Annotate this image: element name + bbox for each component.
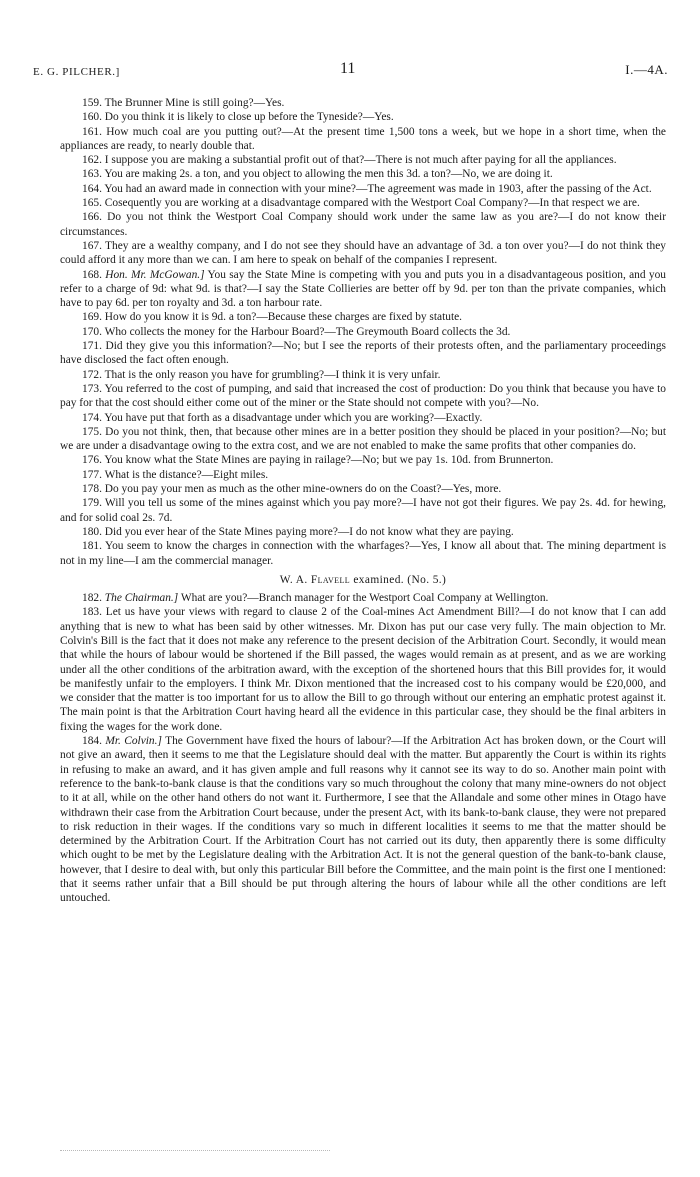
paragraph-175: 175. Do you not think, then, that because other mines are in a better position they should be placed in your position?—No; but we are under a disadvantage owing to the extra cost, and we are not enabled to make the same profits that other companies do. [60, 425, 666, 453]
paragraph-168 [60, 268, 666, 311]
paragraph-162: 162. I suppose you are making a substantial profit out of that?—There is not much after paying for all the appliances. [82, 154, 617, 167]
paragraph-178: 178. Do you pay your men as much as the other mine-owners do on the Coast?—Yes, more. [82, 483, 502, 496]
question-number: 168. [82, 268, 102, 281]
paragraph-171: 171. Did they give you this information?—No; but I see the reports of their protests often, and the parliamentary proceedings have disclosed the fact often enough. [60, 340, 666, 367]
paragraph-161: 161. How much coal are you putting out?—At the present time 1,500 tons a week, but we hope in a short time, when the appliances are ready, to nearly double that. [60, 125, 666, 152]
paragraph-170: 170. Who collects the money for the Harbour Board?—The Greymouth Board collects the 3d. [82, 325, 511, 338]
paragraph-184 [60, 734, 666, 906]
paragraph-163: 163. You are making 2s. a ton, and you object to allowing the men this 3d. a ton?—No, we are doing it. [82, 168, 553, 181]
question-number: 182. [82, 592, 102, 605]
paragraph-169: 169. How do you know it is 9d. a ton?—Because these charges are fixed by statute. [82, 311, 463, 324]
speaker-name: Hon. Mr. McGowan.] [105, 268, 205, 281]
paragraph-176: 176. You know what the State Mines are paying in railage?—No; but we pay 1s. 10d. from Brunnerton. [82, 454, 554, 467]
header-witness-name: E. G. PILCHER.] [33, 66, 120, 78]
paragraph-180: 180. Did you ever hear of the State Mines paying more?—I do not know what they are paying. [82, 525, 514, 538]
evidence-body [60, 96, 666, 906]
paragraph-181: 181. You seem to know the charges in connection with the wharfages?—Yes, I know all about that. The mining department is not in my line—I am the commercial manager. [60, 540, 666, 567]
paragraph-172: 172. That is the only reason you have for grumbling?—I think it is very unfair. [82, 368, 441, 381]
paragraph-text: The Government have fixed the hours of labour?—If the Arbitration Act has broken down, or the Court will not give an award, then it seems to me that the Legislature should deal with the matter. But apparently the Court is within its rights in refusing to make an award, and it has given ample and full reasons why it cannot see its way to do so. Another main point with reference to the bank-to-bank clause is that the conditions vary so much throughout the colony that many mine-owners do not object to it at all, while on the other hand others do not want it. Furthermore, I see that the Allandale and some other mines in Otago have withdrawn their case from the Arbitration Court because, under the present Act, with its bank-to-bank clause, they were not prepared to risk reduction in their wages. If the conditions vary so much in different localities it seems to me that the matter should be determined by the Arbitration Court. If the Arbitration Court has not carried out its duty, then apparently there is some difficulty which ought to be met by the Legislature dealing with the Arbitration Act. It is not the general question of the bank-to-bank clause, however, that I desire to deal with, but only this particular Bill before the Committee, and the main point is the first one I mentioned: that it seems rather unfair that a Bill should be put through altering the hours of labour while all the other conditions are left untouched. [60, 735, 666, 905]
paragraph-160: 160. Do you think it is likely to close up before the Tyneside?—Yes. [82, 111, 394, 124]
speaker-name: Mr. Colvin.] [105, 735, 162, 748]
paragraph-text: What are you?—Branch manager for the Westport Coal Company at Wellington. [180, 592, 549, 605]
paragraph-166: 166. Do you not think the Westport Coal Company should work under the same law as you are?—I do not know their circumstances. [60, 211, 666, 238]
paragraph-173: 173. You referred to the cost of pumping, and said that increased the cost of production: Do you think that because you have to pay for that the cost should either come out of the miner or the State should not compete with you?—No. [60, 382, 666, 410]
paragraph-177: 177. What is the distance?—Eight miles. [82, 468, 269, 481]
header-paper-ref: I.—4A. [625, 62, 668, 77]
paragraph-182 [60, 591, 666, 605]
paragraph-text: You say the State Mine is competing with you and puts you in a disadvantageous position, and you refer to a charge of 9d: what 9d. is that?—I say the State Collieries are better off by 9d. per ton than the private companies, which have to pay 6d. per ton royalty and 3d. a ton harbour rate. [60, 268, 666, 310]
paragraph-164: 164. You had an award made in connection with your mine?—The agreement was made in 1903, after the passing of the Act. [82, 182, 652, 195]
paragraph-183: 183. Let us have your views with regard to clause 2 of the Coal-mines Act Amendment Bill?—I do not know that I can add anything that is new to what has been said by other witnesses. Mr. Dixon has put our case very fully. The main objection to Mr. Colvin's Bill is the fact that it does not make any reference to the present decision of the Arbitration Court. Secondly, it would mean that while the hours of labour would be shortened if the Bill passed, the wages would remain as at present, and as we are working under all the other conditions of the arbitration award, with the exception of the shortened hours that this Bill provides for, it would be manifestly unfair to the employers. I think Mr. Dixon mentioned that the increased cost to his company would be £20,000, and we consider that the matter is too important for us to allow the Bill to go through without our entering an emphatic protest against it. The main point is that the Arbitration Court having heard all the evidence in this particular case, they should be the final arbiters in fixing the wages for the work done. [60, 606, 666, 733]
footer-dotted-rule [60, 1148, 330, 1151]
witness-heading [60, 573, 666, 587]
witness-name: W. A. Flavell [279, 573, 351, 586]
paragraph-174: 174. You have put that forth as a disadvantage under which you are working?—Exactly. [82, 411, 483, 424]
paragraph-179: 179. Will you tell us some of the mines against which you pay more?—I have not got their figures. We pay 2s. 4d. for hewing, and for solid coal 2s. 7d. [60, 497, 666, 524]
witness-heading-suffix: examined. (No. 5.) [353, 573, 447, 586]
paragraph-159: 159. The Brunner Mine is still going?—Yes. [82, 97, 285, 109]
paragraph-167: 167. They are a wealthy company, and I do not see they should have an advantage of 3d. a ton over you?—I do not think they could afford it any more than we can. I am here to speak on behalf of the companies I represent. [60, 239, 666, 267]
speaker-name: The Chairman.] [104, 592, 179, 605]
paragraph-165: 165. Cosequently you are working at a disadvantage compared with the Westport Coal Company?—In that respect we are. [82, 197, 640, 210]
question-number: 184. [82, 735, 102, 748]
page-number: 11 [340, 60, 356, 77]
